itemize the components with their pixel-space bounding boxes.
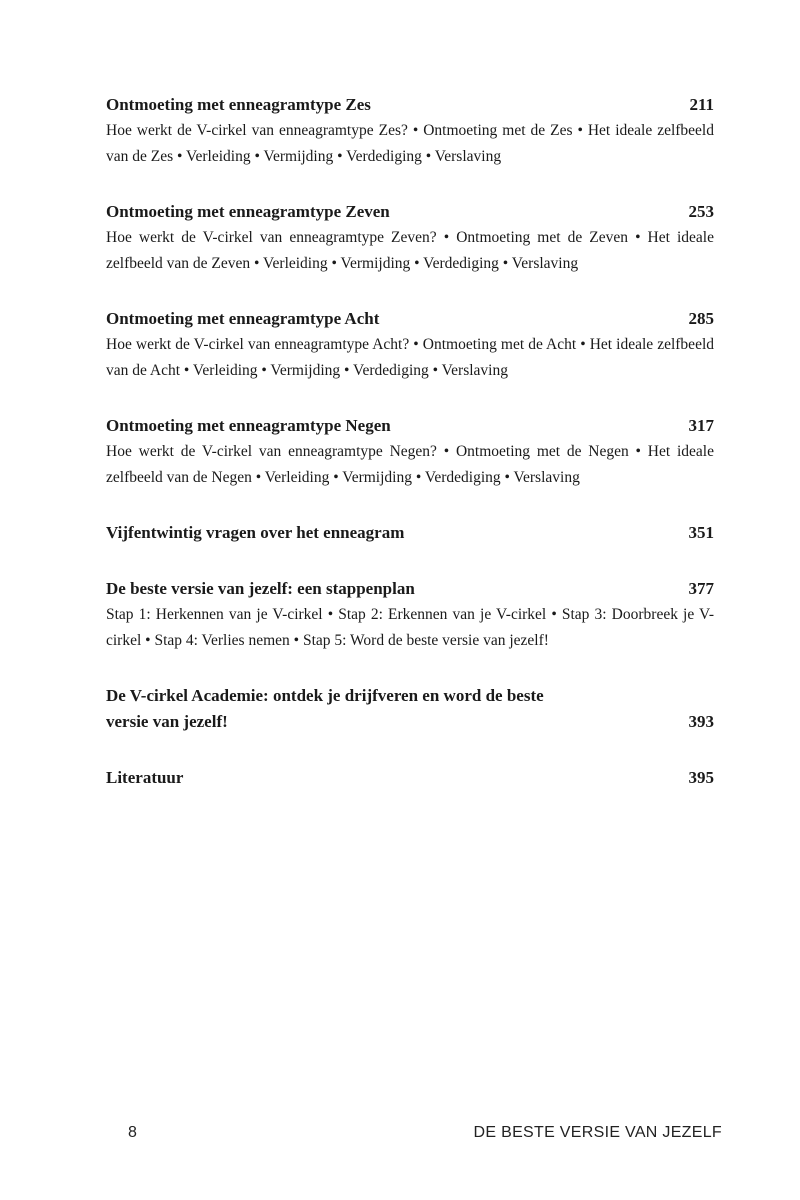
toc-entry-page: 393 (688, 712, 714, 731)
toc-entry-acht (106, 306, 714, 383)
toc-entry-description: Hoe werkt de V-cirkel van enneagramtype Acht? • Ontmoeting met de Acht • Het ideale zelfbeeld van de Acht • Verleiding • Vermijding • Verdediging • Verslaving (106, 336, 714, 379)
toc-entry-title: De beste versie van jezelf: een stappenplan (106, 579, 415, 598)
running-head: DE BESTE VERSIE VAN JEZELF (473, 1124, 722, 1141)
toc-entry-zes (106, 92, 714, 169)
toc-entry-page: 351 (688, 523, 714, 542)
toc-entry-header (106, 520, 714, 546)
toc-entry-header (106, 576, 714, 602)
page-footer (128, 1124, 722, 1142)
toc-entry-page: 377 (688, 579, 714, 598)
toc-entry-academie (106, 683, 714, 735)
toc-entry-vragen (106, 520, 714, 546)
toc-entry-page: 317 (688, 416, 714, 435)
toc-entry-title: Vijfentwintig vragen over het enneagram (106, 523, 405, 542)
toc-entry-description: Hoe werkt de V-cirkel van enneagramtype Zes? • Ontmoeting met de Zes • Het ideale zelfbeeld van de Zes • Verleiding • Vermijding • Verdediging • Verslaving (106, 122, 714, 165)
page-number: 8 (128, 1124, 137, 1141)
toc-entry-description: Stap 1: Herkennen van je V-cirkel • Stap 2: Erkennen van je V-cirkel • Stap 3: Doorbreek je V-cirkel • Stap 4: Verlies nemen • Stap 5: Word de beste versie van jezelf! (106, 606, 714, 649)
toc-entry-title: Ontmoeting met enneagramtype Zeven (106, 202, 390, 221)
toc-entry-header (106, 306, 714, 332)
toc-entry-header (106, 92, 714, 118)
toc-entry-description: Hoe werkt de V-cirkel van enneagramtype Negen? • Ontmoeting met de Negen • Het ideale zelfbeeld van de Negen • Verleiding • Vermijding • Verdediging • Verslaving (106, 443, 714, 486)
toc-entry-header (106, 413, 714, 439)
toc-entry-literatuur (106, 765, 714, 791)
toc-entry-page: 285 (688, 309, 714, 328)
toc-entry-title: De V-cirkel Academie: ontdek je drijfveren en word de beste versie van jezelf! (106, 686, 544, 731)
toc-entry-page: 395 (688, 768, 714, 787)
toc-entry-page: 211 (689, 95, 714, 114)
toc-entry-stappenplan (106, 576, 714, 653)
toc-entry-title: Ontmoeting met enneagramtype Zes (106, 95, 371, 114)
toc-entry-header (106, 199, 714, 225)
toc-entry-header (106, 683, 714, 735)
toc-entry-negen (106, 413, 714, 490)
toc-entry-title: Literatuur (106, 768, 184, 787)
table-of-contents (106, 92, 714, 821)
toc-entry-page: 253 (688, 202, 714, 221)
toc-entry-title: Ontmoeting met enneagramtype Negen (106, 416, 391, 435)
toc-entry-description: Hoe werkt de V-cirkel van enneagramtype Zeven? • Ontmoeting met de Zeven • Het ideale zelfbeeld van de Zeven • Verleiding • Vermijding • Verdediging • Verslaving (106, 229, 714, 272)
toc-entry-zeven (106, 199, 714, 276)
toc-entry-header (106, 765, 714, 791)
toc-entry-title: Ontmoeting met enneagramtype Acht (106, 309, 380, 328)
